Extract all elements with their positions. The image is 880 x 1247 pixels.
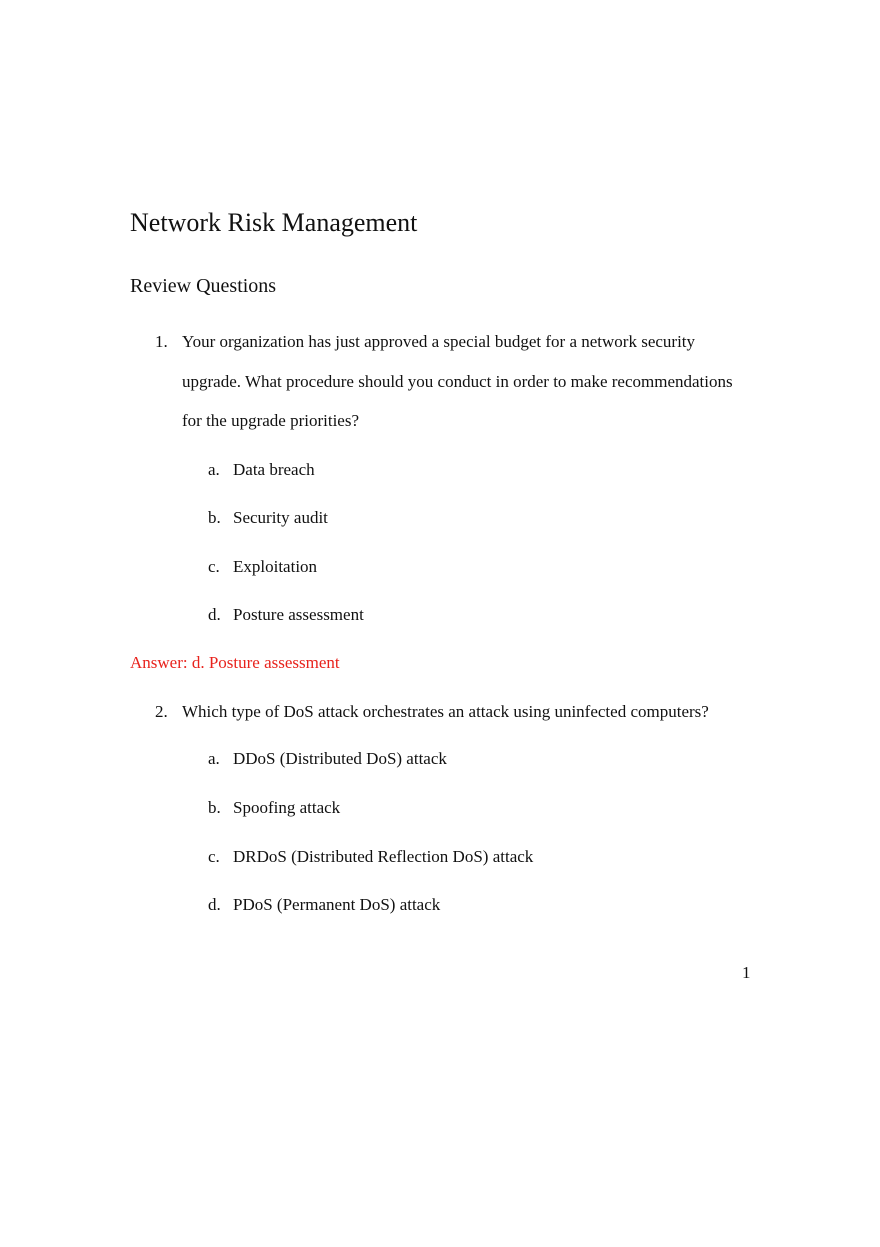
- question-2-number: 2.: [155, 702, 168, 721]
- question-1-line-2: upgrade. What procedure should you conduct in order to make recommendations: [182, 372, 733, 391]
- question-2-option-d: PDoS (Permanent DoS) attack: [233, 895, 441, 914]
- question-2-line-1: Which type of DoS attack orchestrates an attack using uninfected computers?: [182, 702, 709, 721]
- question-1-option-d-letter: d.: [208, 605, 221, 624]
- question-1-line-3: for the upgrade priorities?: [182, 411, 360, 430]
- question-2-option-b: Spoofing attack: [233, 798, 341, 817]
- question-1-option-d: Posture assessment: [233, 605, 364, 624]
- question-1-number: 1.: [155, 332, 168, 351]
- question-1-line-1: Your organization has just approved a special budget for a network security: [182, 332, 696, 351]
- question-1-option-a: Data breach: [233, 460, 315, 479]
- question-2-option-d-letter: d.: [208, 895, 221, 914]
- question-1-option-a-letter: a.: [208, 460, 220, 479]
- question-2-option-a: DDoS (Distributed DoS) attack: [233, 749, 447, 768]
- question-2-option-c-letter: c.: [208, 847, 220, 866]
- question-2-option-b-letter: b.: [208, 798, 221, 817]
- section-heading: Review Questions: [130, 275, 277, 297]
- page-number: 1: [742, 963, 751, 982]
- question-2-option-a-letter: a.: [208, 749, 220, 768]
- document-title: Network Risk Management: [130, 208, 418, 237]
- question-1-option-c: Exploitation: [233, 557, 318, 576]
- question-2-option-c: DRDoS (Distributed Reflection DoS) attack: [233, 847, 534, 866]
- question-1-option-b-letter: b.: [208, 508, 221, 527]
- question-1-option-c-letter: c.: [208, 557, 220, 576]
- question-1-option-b: Security audit: [233, 508, 328, 527]
- question-1-answer: Answer: d. Posture assessment: [130, 653, 340, 672]
